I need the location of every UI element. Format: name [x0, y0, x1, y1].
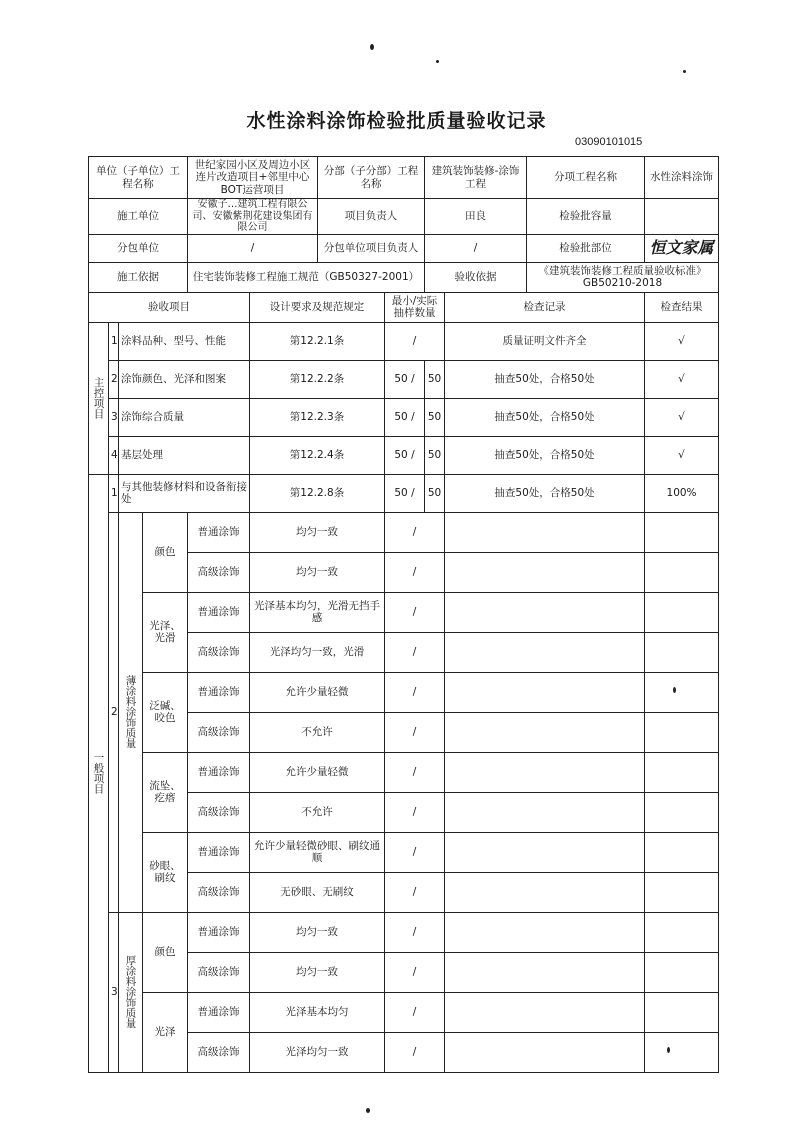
row-result	[645, 832, 719, 872]
row-record	[445, 952, 645, 992]
item-spec: 第12.2.1条	[250, 322, 385, 360]
accept-label: 验收依据	[425, 262, 527, 292]
grade-label: 高级涂饰	[188, 872, 250, 912]
col-spec: 设计要求及规范规定	[250, 292, 385, 322]
item-no: 1	[109, 474, 119, 512]
row-record	[445, 792, 645, 832]
group-label: 泛碱、咬色	[143, 672, 188, 752]
row-result	[645, 952, 719, 992]
sub-pm-value: /	[425, 234, 527, 262]
item-no: 3	[109, 398, 119, 436]
row-sample: /	[385, 1032, 445, 1072]
sub-value: /	[188, 234, 318, 262]
thin-row	[89, 592, 719, 632]
subitem-label: 分项工程名称	[527, 157, 645, 199]
row-result	[645, 512, 719, 552]
row-record	[445, 632, 645, 672]
row-spec: 不允许	[250, 792, 385, 832]
row-result	[645, 992, 719, 1032]
row-result	[645, 592, 719, 632]
grade-label: 高级涂饰	[188, 792, 250, 832]
grade-label: 普通涂饰	[188, 912, 250, 952]
main-items-label: 主控项目	[89, 322, 109, 474]
row-record	[445, 1032, 645, 1072]
inspection-table	[88, 156, 719, 1073]
row-sample: /	[385, 992, 445, 1032]
item-sample-min: 50 /	[385, 398, 425, 436]
item-result: 100%	[645, 474, 719, 512]
main-item-row	[89, 398, 719, 436]
group-label: 光泽	[143, 992, 188, 1072]
grade-label: 普通涂饰	[188, 512, 250, 552]
row-sample: /	[385, 592, 445, 632]
row-spec: 光泽基本均匀	[250, 992, 385, 1032]
part-value-handwritten: 恒文家属	[645, 234, 719, 262]
row-record	[445, 912, 645, 952]
group-label: 流坠、疙瘩	[143, 752, 188, 832]
contractor-value: 安徽子…建筑工程有限公司、安徽紫荆花建设集团有限公司	[188, 199, 318, 235]
thick-label: 厚涂料涂饰质量	[119, 912, 143, 1072]
item-name: 涂料品种、型号、性能	[119, 322, 250, 360]
row-record	[445, 992, 645, 1032]
general-item-row	[89, 474, 719, 512]
row-record	[445, 712, 645, 752]
header-row-unit	[89, 157, 719, 199]
subitem-value: 水性涂料涂饰	[645, 157, 719, 199]
row-sample: /	[385, 792, 445, 832]
row-record	[445, 752, 645, 792]
row-spec: 均匀一致	[250, 552, 385, 592]
division-label: 分部（子分部）工程名称	[318, 157, 425, 199]
row-spec: 光泽基本均匀，光滑无挡手感	[250, 592, 385, 632]
col-item: 验收项目	[89, 292, 250, 322]
row-sample: /	[385, 552, 445, 592]
item-spec: 第12.2.8条	[250, 474, 385, 512]
item-sample-actual: 50	[425, 360, 445, 398]
scan-speck	[366, 1108, 370, 1113]
item-no: 2	[109, 360, 119, 398]
general-items-label: 一般项目	[89, 474, 109, 1072]
grade-label: 高级涂饰	[188, 1032, 250, 1072]
item-record: 抽查50处，合格50处	[445, 436, 645, 474]
header-row-basis	[89, 262, 719, 292]
pm-value: 田良	[425, 199, 527, 235]
row-sample: /	[385, 672, 445, 712]
row-result	[645, 792, 719, 832]
main-item-row	[89, 360, 719, 398]
thick-row	[89, 912, 719, 952]
row-spec: 均匀一致	[250, 952, 385, 992]
grade-label: 高级涂饰	[188, 632, 250, 672]
item-sample-min: 50 /	[385, 360, 425, 398]
group-label: 光泽、光滑	[143, 592, 188, 672]
item-sample-min: 50 /	[385, 436, 425, 474]
scan-speck	[370, 44, 374, 50]
part-label: 检验批部位	[527, 234, 645, 262]
thin-label: 薄涂料涂饰质量	[119, 512, 143, 912]
item-sample-actual: 50	[425, 398, 445, 436]
item-sample-actual: 50	[425, 436, 445, 474]
sub-label: 分包单位	[89, 234, 188, 262]
row-spec: 允许少量轻微砂眼、刷纹通顺	[250, 832, 385, 872]
grade-label: 普通涂饰	[188, 672, 250, 712]
scan-speck	[436, 60, 439, 63]
row-record	[445, 672, 645, 712]
row-spec: 均匀一致	[250, 912, 385, 952]
header-row-sub	[89, 234, 719, 262]
item-no: 4	[109, 436, 119, 474]
row-sample: /	[385, 712, 445, 752]
thin-row	[89, 832, 719, 872]
item-name: 涂饰颜色、光泽和图案	[119, 360, 250, 398]
grade-label: 普通涂饰	[188, 992, 250, 1032]
row-result	[645, 552, 719, 592]
scan-speck	[667, 1047, 670, 1053]
item-name: 基层处理	[119, 436, 250, 474]
item-name: 与其他装修材料和设备衔接处	[119, 474, 250, 512]
thin-row	[89, 512, 719, 552]
thick-row	[89, 992, 719, 1032]
row-sample: /	[385, 512, 445, 552]
row-result	[645, 632, 719, 672]
unit-value: 世纪家园小区及周边小区连片改造项目+邻里中心BOT运营项目	[188, 157, 318, 199]
document-title: 水性涂料涂饰检验批质量验收记录	[246, 110, 547, 132]
thin-no: 2	[109, 512, 119, 912]
row-spec: 允许少量轻微	[250, 672, 385, 712]
item-no: 1	[109, 322, 119, 360]
item-result: √	[645, 398, 719, 436]
item-result: √	[645, 360, 719, 398]
pm-label: 项目负责人	[318, 199, 425, 235]
row-spec: 不允许	[250, 712, 385, 752]
division-value: 建筑装饰装修-涂饰工程	[425, 157, 527, 199]
row-result	[645, 672, 719, 712]
document-number: 03090101015	[575, 136, 643, 148]
row-spec: 光泽均匀一致，光滑	[250, 632, 385, 672]
item-record: 抽查50处，合格50处	[445, 360, 645, 398]
item-spec: 第12.2.3条	[250, 398, 385, 436]
row-record	[445, 552, 645, 592]
item-name: 涂饰综合质量	[119, 398, 250, 436]
row-result	[645, 752, 719, 792]
row-result	[645, 712, 719, 752]
item-record: 质量证明文件齐全	[445, 322, 645, 360]
row-sample: /	[385, 912, 445, 952]
row-spec: 允许少量轻微	[250, 752, 385, 792]
basis-label: 施工依据	[89, 262, 188, 292]
scan-speck	[673, 687, 676, 693]
contractor-label: 施工单位	[89, 199, 188, 235]
group-label: 颜色	[143, 912, 188, 992]
grade-label: 高级涂饰	[188, 712, 250, 752]
item-result: √	[645, 322, 719, 360]
unit-label: 单位（子单位）工程名称	[89, 157, 188, 199]
row-sample: /	[385, 832, 445, 872]
row-spec: 无砂眼、无刷纹	[250, 872, 385, 912]
row-sample: /	[385, 752, 445, 792]
capacity-label: 检验批容量	[527, 199, 645, 235]
basis-value: 住宅装饰装修工程施工规范（GB50327-2001）	[188, 262, 425, 292]
row-spec: 光泽均匀一致	[250, 1032, 385, 1072]
row-result	[645, 1032, 719, 1072]
accept-value: 《建筑装饰装修工程质量验收标准》GB50210-2018	[527, 262, 719, 292]
grade-label: 高级涂饰	[188, 552, 250, 592]
col-record: 检查记录	[445, 292, 645, 322]
row-result	[645, 912, 719, 952]
item-sample-min: 50 /	[385, 474, 425, 512]
item-sample-min: /	[385, 322, 445, 360]
main-item-row	[89, 436, 719, 474]
col-sample: 最小/实际抽样数量	[385, 292, 445, 322]
item-spec: 第12.2.4条	[250, 436, 385, 474]
main-item-row	[89, 322, 719, 360]
grade-label: 普通涂饰	[188, 592, 250, 632]
item-record: 抽查50处，合格50处	[445, 398, 645, 436]
sub-pm-label: 分包单位项目负责人	[318, 234, 425, 262]
row-record	[445, 832, 645, 872]
row-result	[645, 872, 719, 912]
thin-row	[89, 752, 719, 792]
row-spec: 均匀一致	[250, 512, 385, 552]
scan-speck	[683, 70, 686, 73]
header-row-contractor	[89, 199, 719, 235]
row-record	[445, 512, 645, 552]
row-record	[445, 592, 645, 632]
thick-no: 3	[109, 912, 119, 1072]
col-result: 检查结果	[645, 292, 719, 322]
item-record: 抽查50处，合格50处	[445, 474, 645, 512]
row-record	[445, 872, 645, 912]
capacity-value	[645, 199, 719, 235]
group-label: 颜色	[143, 512, 188, 592]
row-sample: /	[385, 872, 445, 912]
row-sample: /	[385, 952, 445, 992]
item-spec: 第12.2.2条	[250, 360, 385, 398]
grade-label: 高级涂饰	[188, 952, 250, 992]
grade-label: 普通涂饰	[188, 752, 250, 792]
row-sample: /	[385, 632, 445, 672]
column-header-row	[89, 292, 719, 322]
grade-label: 普通涂饰	[188, 832, 250, 872]
group-label: 砂眼、刷纹	[143, 832, 188, 912]
thin-row	[89, 672, 719, 712]
item-result: √	[645, 436, 719, 474]
item-sample-actual: 50	[425, 474, 445, 512]
